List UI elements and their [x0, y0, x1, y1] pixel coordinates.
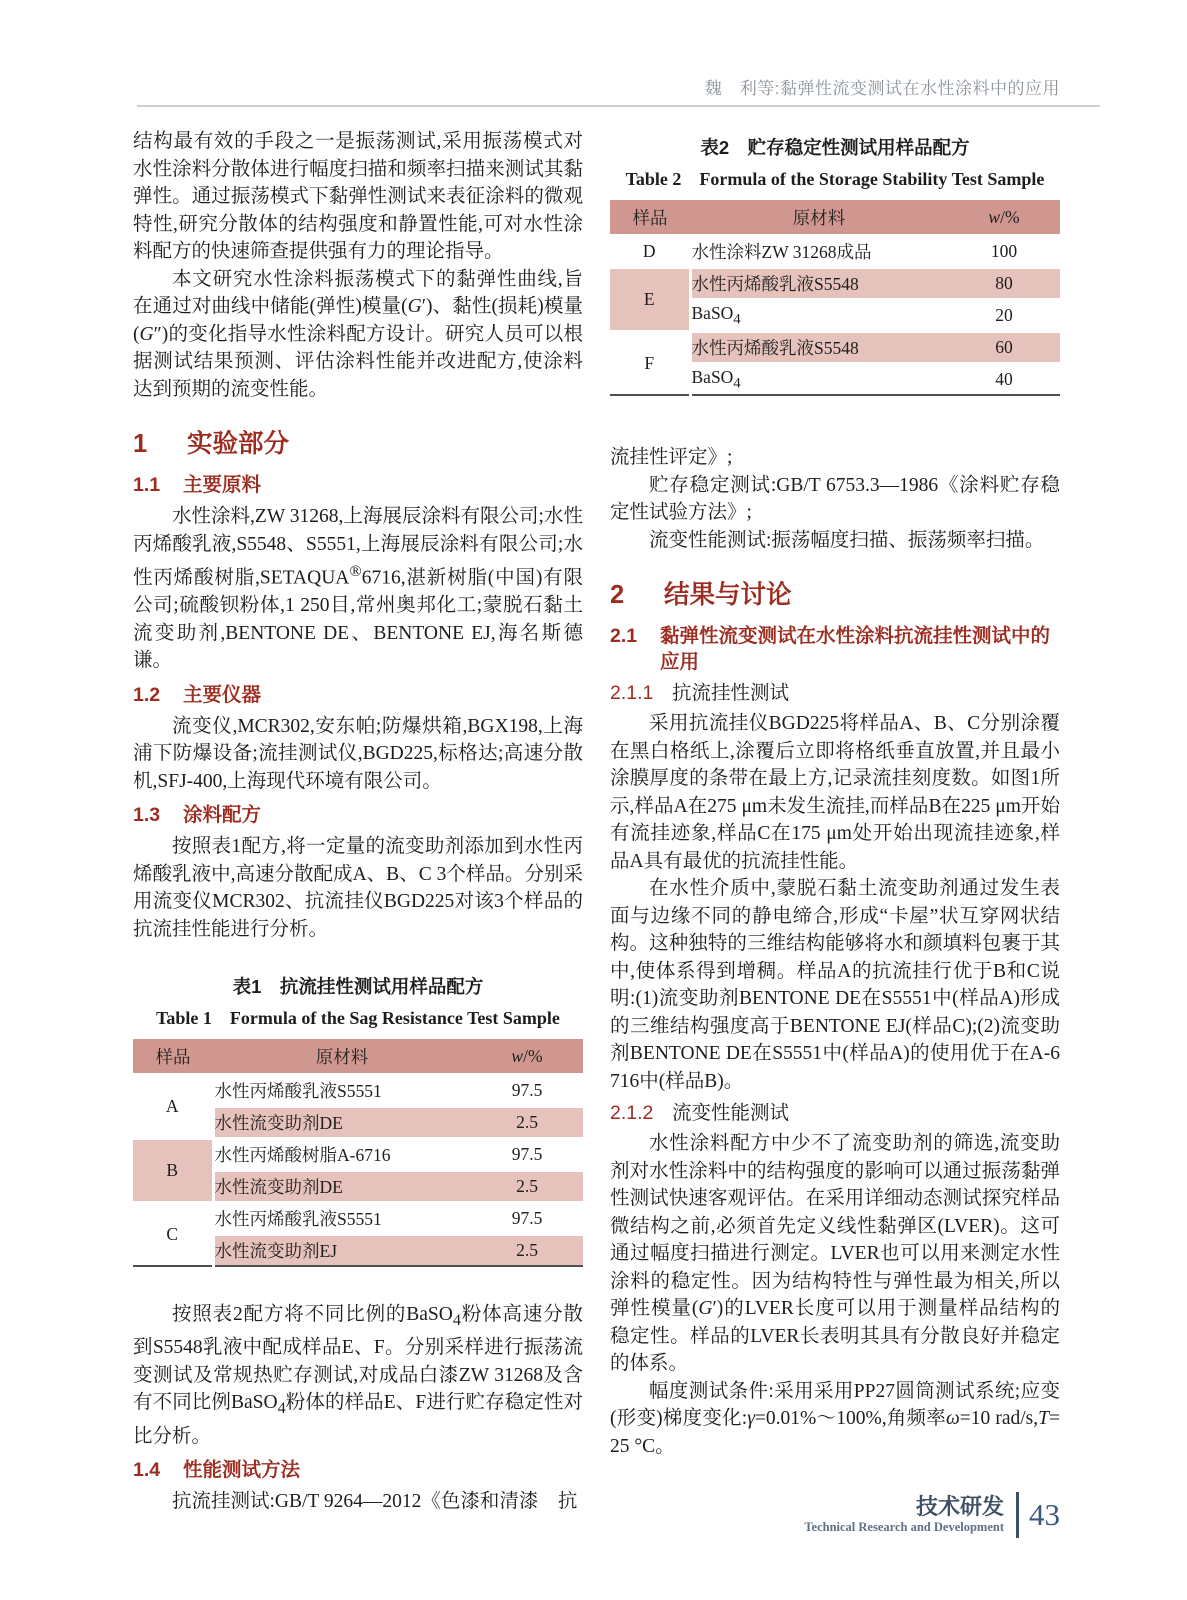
col-header-weight: w/% [948, 200, 1060, 236]
page-number: 43 [1029, 1497, 1060, 1532]
material-cell: 水性丙烯酸乳液S5551 [213, 1075, 471, 1107]
weight-cell: 60 [948, 332, 1060, 364]
paragraph-intro-1: 结构最有效的手段之一是振荡测试,采用振荡模式对水性涂料分散体进行幅度扫描和频率扫描来测试其黏弹性。通过振荡模式下黏弹性测试来表征涂料的微观特性,研究分散体的结构强度和静置性能,可对水性涂料配方的快速筛查提供强有力的理论指导。 [133, 131, 583, 262]
table2 [610, 200, 1060, 396]
col-header-sample: 样品 [133, 1039, 213, 1075]
weight-cell: 2.5 [471, 1235, 583, 1267]
footer-section-en: Technical Research and Development [804, 1520, 1004, 1534]
footer-section-labels [804, 1495, 1004, 1535]
section-2-1-2-heading [610, 1100, 1060, 1127]
section-number: 1.3 [133, 804, 161, 826]
weight-cell: 40 [948, 364, 1060, 396]
section-title: 主要仪器 [183, 683, 262, 706]
section-number: 1.4 [133, 1459, 161, 1482]
section-title: 性能测试方法 [183, 1459, 301, 1482]
table1-row [133, 1139, 583, 1171]
paragraph-rheo-discussion: 水性涂料配方中少不了流变助剂的筛选,流变助剂对水性涂料中的结构强度的影响可以通过振荡黏弹性测试快速客观评估。在采用详细动态测试探究样品微结构之前,必须首先定义线性黏弹区(LVER)。这可通过幅度扫描进行测定。LVER也可以用来测定水性涂料的稳定性。因为结构特性与弹性最为相关,所以弹性模量(G′)的LVER长度可以用于测量样品结构的稳定性。样品的LVER长表明其具有分散良好并稳定的体系。 [610, 1133, 1060, 1374]
table1-header-row [133, 1039, 583, 1075]
section-1-3-heading [133, 802, 583, 828]
material-cell: BaSO$_4$ [690, 364, 948, 396]
material-cell: 水性丙烯酸乳液S5548 [690, 268, 948, 300]
weight-cell: 97.5 [471, 1075, 583, 1107]
table1 [133, 1039, 583, 1267]
footer-divider [1016, 1492, 1019, 1538]
material-cell: 水性流变助剂DE [213, 1171, 471, 1203]
paragraph-intro-2: 本文研究水性涂料振荡模式下的黏弹性曲线,旨在通过对曲线中储能(弹性)模量(G′)、黏性(损耗)模量(G″)的变化指导水性涂料配方设计。研究人员可以根据测试结果预测、评估涂料性能并改进配方,使涂料达到预期的流变性能。 [133, 268, 583, 400]
paragraph-storage-test: 贮存稳定测试:GB/T 6753.3—1986《涂料贮存稳定性试验方法》; [610, 474, 1060, 523]
weight-cell: 100 [948, 236, 1060, 268]
weight-cell: 80 [948, 268, 1060, 300]
section-number: 1.2 [133, 683, 161, 706]
section-title: 抗流挂性测试 [672, 683, 790, 704]
paragraph-test-method: 抗流挂测试:GB/T 9264—2012《色漆和清漆 抗 [172, 1491, 578, 1513]
paragraph-method-cont: 流挂性评定》; [610, 447, 733, 468]
paragraph-materials: 水性涂料,ZW 31268,上海展辰涂料有限公司;水性丙烯酸乳液,S5548、S5551,上海展辰涂料有限公司;水性丙烯酸树脂,SETAQUA®6716,湛新树脂(中国)有限公司;硫酸钡粉体,1 250目,常州奥邦化工;蒙脱石黏土流变助剂,BENTONE DE、BENTONE EJ,海名斯德谦。 [133, 506, 583, 671]
material-cell: 水性丙烯酸乳液S5548 [690, 332, 948, 364]
material-cell: 水性丙烯酸树脂A-6716 [213, 1139, 471, 1171]
table2-caption-en: Table 2 Formula of the Storage Stability Test Sample [625, 169, 1045, 189]
page-body [133, 128, 1060, 1516]
weight-cell: 97.5 [471, 1139, 583, 1171]
table2-row [610, 236, 1060, 268]
section-1-2-heading [133, 682, 583, 708]
table2-row [610, 268, 1060, 300]
section-2-1-1-heading [610, 680, 1060, 707]
section-1-1-heading [133, 472, 583, 498]
left-column [133, 128, 583, 1516]
footer-section-zh: 技术研发 [915, 1494, 1004, 1519]
section-title: 结果与讨论 [664, 581, 792, 609]
right-column [610, 128, 1060, 1516]
section-title: 实验部分 [187, 430, 290, 458]
section-number: 1.1 [133, 474, 161, 496]
paragraph-coating-formula: 按照表1配方,将一定量的流变助剂添加到水性丙烯酸乳液中,高速分散配成A、B、C 3个样品。分别采用流变仪MCR302、抗流挂仪BGD225对该3个样品的抗流挂性能进行分析。 [133, 836, 583, 940]
page-footer [804, 1492, 1060, 1538]
material-cell: 水性涂料ZW 31268成品 [690, 236, 948, 268]
section-title: 主要原料 [183, 474, 262, 496]
paragraph-sag-result-2: 在水性介质中,蒙脱石黏土流变助剂通过发生表面与边缘不同的静电缔合,形成“卡屋”状互穿网状结构。这种独特的三维结构能够将水和颜填料包裹于其中,使体系得到增稠。样品A的抗流挂行优于B和C说明:(1)流变助剂BENTONE DE在S5551中(样品A)形成的三维结构强度高于BENTONE EJ(样品C);(2)流变助剂BENTONE DE在S5551中(样品A)的使用优于在A-6716中(样品B)。 [610, 878, 1060, 1092]
table1-caption-zh: 表1 抗流挂性测试用样品配方 [232, 976, 484, 997]
section-title: 黏弹性流变测试在水性涂料抗流挂性测试中的应用 [660, 625, 1051, 673]
material-cell: 水性流变助剂EJ [213, 1235, 471, 1267]
material-cell: 水性丙烯酸乳液S5551 [213, 1203, 471, 1235]
sample-cell: B [133, 1139, 213, 1203]
section-2-1-heading [610, 623, 1060, 675]
col-header-weight: w/% [471, 1039, 583, 1075]
paragraph-amplitude-conditions: 幅度测试条件:采用采用PP27圆筒测试系统;应变(形变)梯度变化:γ=0.01%～100%,角频率ω=10 rad/s,T=25 °C。 [610, 1380, 1061, 1457]
col-header-sample: 样品 [610, 200, 690, 236]
section-1-heading [133, 424, 583, 460]
table1-block [133, 973, 583, 1267]
paragraph-instruments: 流变仪,MCR302,安东帕;防爆烘箱,BGX198,上海浦下防爆设备;流挂测试仪,BGD225,标格达;高速分散机,SFJ-400,上海现代环境有限公司。 [133, 715, 583, 792]
col-header-material: 原材料 [213, 1039, 471, 1075]
weight-cell: 20 [948, 300, 1060, 332]
section-title: 涂料配方 [183, 804, 262, 826]
section-number: 2.1 [610, 625, 638, 647]
paragraph-sag-result-1: 采用抗流挂仪BGD225将样品A、B、C分别涂覆在黑白格纸上,涂覆后立即将格纸垂直放置,并且最小涂膜厚度的条带在最上方,记录流挂刻度数。如图1所示,样品A在275 μm未发生流挂,而样品B在225 μm开始有流挂迹象,样品C在175 μm处开始出现流挂迹象,样品A具有最优的抗流挂性能。 [610, 713, 1060, 872]
table2-row [610, 332, 1060, 364]
sample-cell: D [610, 236, 690, 268]
table1-row [133, 1203, 583, 1235]
table1-row [133, 1075, 583, 1107]
sample-cell: E [610, 268, 690, 332]
section-1-4-heading [133, 1457, 583, 1483]
table2-header-row [610, 200, 1060, 236]
weight-cell: 97.5 [471, 1203, 583, 1235]
section-number: 2.1.1 [610, 682, 654, 704]
sample-cell: F [610, 332, 690, 396]
section-title: 流变性能测试 [672, 1103, 790, 1124]
table2-caption-zh: 表2 贮存稳定性测试用样品配方 [700, 137, 970, 158]
material-cell: BaSO$_4$ [690, 300, 948, 332]
section-2-heading [610, 575, 1060, 611]
weight-cell: 2.5 [471, 1107, 583, 1139]
table2-block [610, 134, 1060, 396]
section-number: 2.1.2 [610, 1102, 654, 1124]
sample-cell: C [133, 1203, 213, 1267]
section-number: 2 [610, 581, 625, 609]
material-cell: 水性流变助剂DE [213, 1107, 471, 1139]
running-head: 魏 利等:黏弹性流变测试在水性涂料中的应用 [704, 79, 1060, 98]
col-header-material: 原材料 [690, 200, 948, 236]
paragraph-baso4: 按照表2配方将不同比例的BaSO$_4$粉体高速分散到S5548乳液中配成样品E、F。分别采样进行振荡流变测试及常规热贮存测试,对成品白漆ZW 31268及含有不同比例BaSO$_4$粉体的样品E、F进行贮存稳定性对比分析。 [133, 1304, 583, 1447]
paragraph-rheology-test: 流变性能测试:振荡幅度扫描、振荡频率扫描。 [649, 529, 1045, 551]
sample-cell: A [133, 1075, 213, 1139]
table1-caption-en: Table 1 Formula of the Sag Resistance Test Sample [156, 1008, 560, 1028]
weight-cell: 2.5 [471, 1171, 583, 1203]
section-number: 1 [133, 430, 148, 458]
header-rule [137, 105, 1100, 107]
